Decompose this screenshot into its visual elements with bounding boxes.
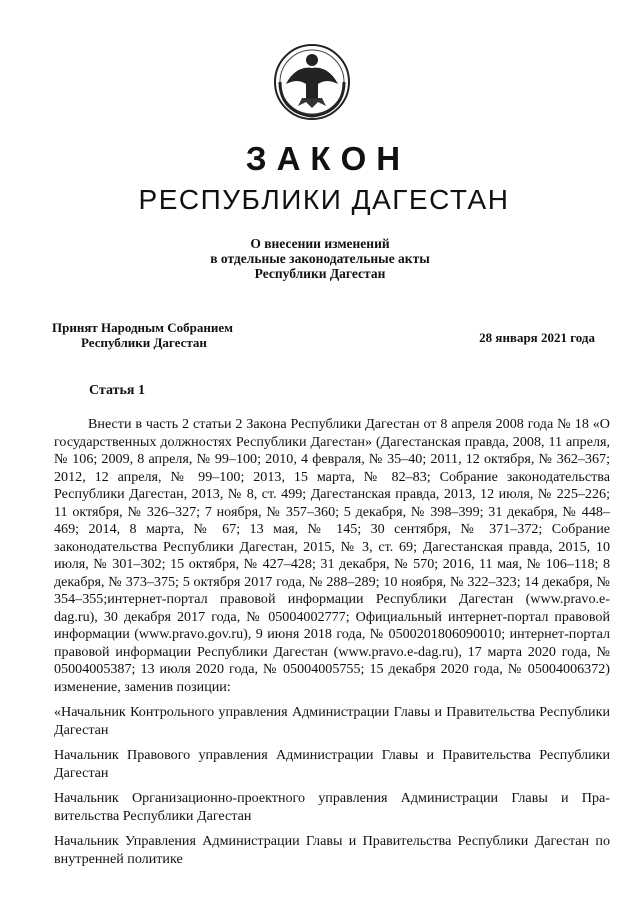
article-heading: Статья 1 bbox=[89, 383, 145, 398]
position-item: Начальник Правового управления Администрации Главы и Правительства Республики Дагестан bbox=[54, 747, 610, 781]
coat-of-arms-eagle-icon bbox=[272, 42, 352, 122]
position-item: Начальник Управления Администрации Главы и Правительства Республики Дагестан по внутренней политике bbox=[54, 833, 610, 867]
subject-line: О внесении изменений bbox=[250, 236, 390, 251]
law-title: ЗАКОН bbox=[245, 140, 411, 177]
adoption-line: Принят Народным Собранием bbox=[52, 320, 234, 335]
adoption-line: Республики Дагестан bbox=[81, 335, 207, 350]
adoption-date: 28 января 2021 года bbox=[479, 330, 595, 345]
adoption-block bbox=[52, 320, 233, 350]
subject-line: Республики Дагестан bbox=[254, 266, 386, 281]
law-subject bbox=[150, 236, 490, 281]
law-republic-title: РЕСПУБЛИКИ ДАГЕСТАН bbox=[138, 184, 510, 215]
article-paragraph: Внести в часть 2 статьи 2 Закона Республики Дагестан от 8 апреля 2008 года № 18 «О государственных должностях Республики Дагестан» (Дагестанская правда, 2008, 11 апреля, № 106; 2009, 8 апреля, № 99–100; 2010, 4 февраля, № 35–40; 2011, 12 октября, № 362–367; 2012, 12 апреля, № 99–100; 2013, 15 марта, № 82–83; Собрание законодательства Республики Дагестан, 2013, № 8, ст. 499; Дагестанская правда, 2013, 12 июля, № 225–226; 11 октября, № 326–327; 7 ноября, № 357–360; 5 декабря, № 398–399; 31 декабря, № 448–469; 2014, 8 марта, № 67; 13 мая, № 145; 30 сентября, № 371–372; Собрание законодательства Республики Дагестан, 2015, № 3, ст. 69; Дагестанская правда, 2015, 10 июля, № 301–302; 15 октября, № 427–428; 31 декабря, № 570; 2016, 11 мая, № 106–118; 8 декабря, № 373–375; 5 октября 2017 года, № 288–289; 10 ноября, № 322–323; 14 декабря, № 354–355;интернет-портал правовой информации Республики Дагестан (www.pravo.e-dag.ru), 30 декабря 2017 года, № 05004002777; Официальный интернет-портал правовой информации (www.pravo.gov.ru), 9 июня 2018 года, № 0500201806090010; интернет-портал правовой информации Республики Дагестан (www.pravo.e-dag.ru), 17 марта 2020 года, № 05004005387; 13 июля 2020 года, № 05004005755; 15 декабря 2020 года, № 05004006372) изменение, заменив позиции: bbox=[54, 416, 610, 695]
position-item: Начальник Организационно-проектного управления Администрации Главы и Правительства Республики Дагестан bbox=[54, 790, 610, 824]
subject-line: в отдельные законодательные акты bbox=[210, 251, 430, 266]
article-body bbox=[54, 416, 610, 868]
position-item: «Начальник Контрольного управления Администрации Главы и Правительства Республики Дагестан bbox=[54, 704, 610, 738]
